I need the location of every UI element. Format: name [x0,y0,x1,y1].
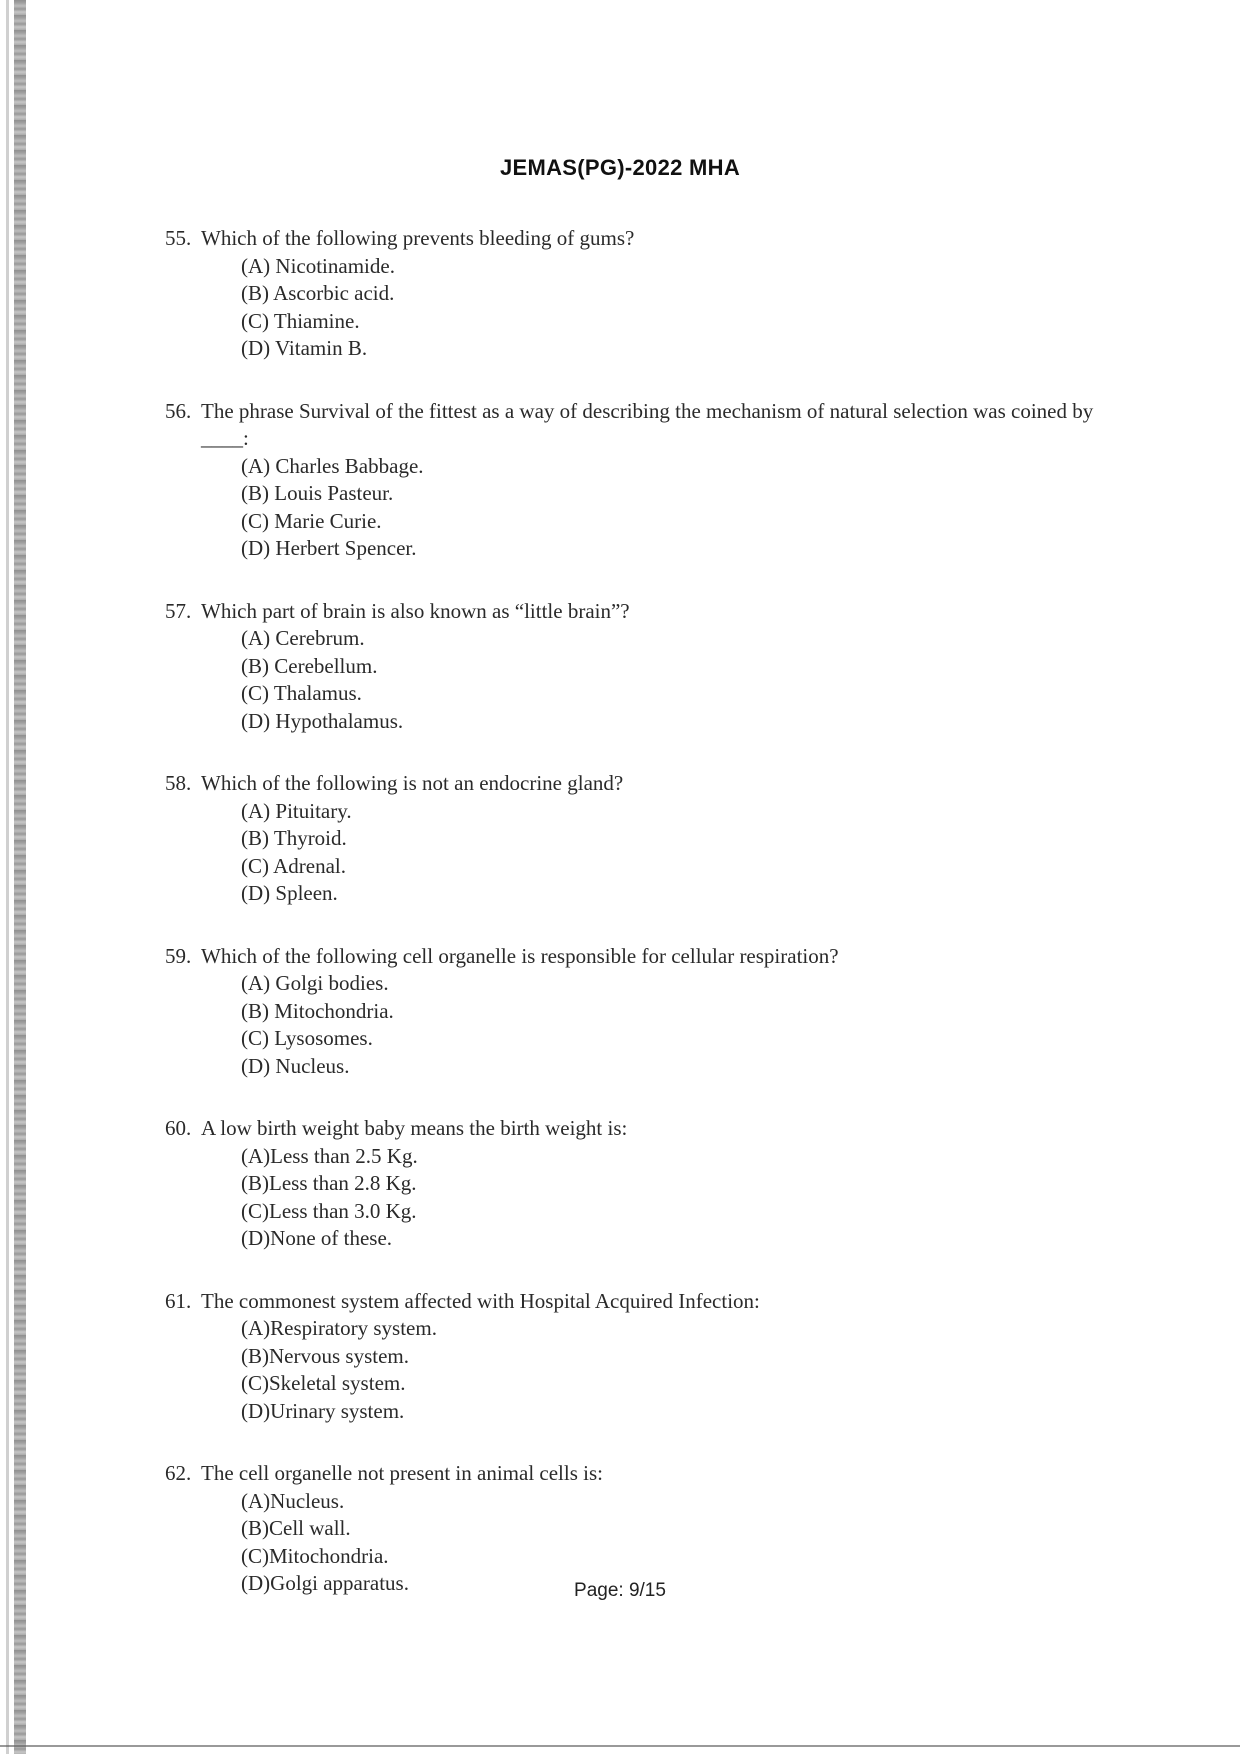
answer-option: (D) Nucleus. [241,1053,350,1078]
question-text: The cell organelle not present in animal cells is: [201,1461,603,1485]
question-stem [165,225,1145,253]
option-list [165,453,1145,563]
answer-option: (D)Golgi apparatus. [241,1571,409,1595]
answer-option: (A) Golgi bodies. [241,971,389,995]
page-number: Page: 9/15 [574,1580,666,1601]
answer-option: (C) Lysosomes. [241,1026,373,1050]
answer-option: (C) Adrenal. [241,853,346,878]
option-list [165,253,1145,363]
question-text: A low birth weight baby means the birth weight is: [201,1116,628,1140]
question-item [165,598,1145,736]
question-number: 57. [165,598,192,623]
answer-option: (A) Charles Babbage. [241,453,424,478]
question-text: The commonest system affected with Hospital Acquired Infection: [201,1288,760,1313]
answer-option: (B) Thyroid. [241,826,347,850]
question-text: The phrase Survival of the fittest as a way of describing the mechanism of natural selection was coined by ____: [201,398,1094,450]
question-list [165,225,1145,1633]
option-list [165,1143,1145,1253]
question-item [165,225,1145,363]
answer-option: (B)Cell wall. [241,1516,351,1540]
question-item [165,1460,1145,1598]
scan-edge-inner [6,0,9,1754]
answer-option: (C) Thalamus. [241,681,362,705]
question-item [165,1115,1145,1253]
option-list [165,798,1145,908]
answer-option: (B) Louis Pasteur. [241,481,394,505]
question-stem [165,1460,1145,1488]
answer-option: (C)Less than 3.0 Kg. [241,1198,417,1223]
question-stem [165,943,1145,971]
question-number: 59. [165,943,192,968]
answer-option: (D) Herbert Spencer. [241,536,417,560]
answer-option: (D) Spleen. [241,881,338,905]
question-stem [165,770,1145,798]
answer-option: (D)None of these. [241,1226,393,1250]
answer-option: (C)Skeletal system. [241,1371,406,1395]
bottom-rule [0,1745,1240,1747]
question-stem [165,598,1145,626]
option-list [165,970,1145,1080]
answer-option: (A) Pituitary. [241,798,352,823]
answer-option: (A) Cerebrum. [241,626,365,650]
scan-edge [14,0,26,1754]
question-number: 58. [165,771,192,795]
answer-option: (A)Respiratory system. [241,1316,437,1340]
question-text: Which part of brain is also known as “little brain”? [201,598,630,623]
question-item [165,398,1145,563]
question-item [165,943,1145,1081]
question-number: 55. [165,226,192,250]
question-text: Which of the following prevents bleeding of gums? [201,226,635,250]
option-list [165,1315,1145,1425]
question-stem [165,1115,1145,1143]
page-title: JEMAS(PG)-2022 MHA [499,155,741,180]
answer-option: (A)Nucleus. [241,1488,345,1513]
answer-option: (B) Ascorbic acid. [241,281,395,305]
answer-option: (C) Marie Curie. [241,508,382,533]
question-stem [165,1288,1145,1316]
answer-option: (B) Mitochondria. [241,998,394,1023]
answer-option: (B)Nervous system. [241,1343,409,1368]
question-number: 61. [165,1288,192,1313]
question-stem [165,398,1145,453]
answer-option: (D) Vitamin B. [241,336,368,360]
question-text: Which of the following is not an endocrine gland? [201,771,624,795]
answer-option: (C) Thiamine. [241,308,360,333]
answer-option: (A)Less than 2.5 Kg. [241,1143,418,1168]
question-number: 56. [165,398,192,423]
question-text: Which of the following cell organelle is responsible for cellular respiration? [201,943,839,968]
question-item [165,770,1145,908]
answer-option: (B)Less than 2.8 Kg. [241,1171,417,1195]
answer-option: (B) Cerebellum. [241,653,378,678]
option-list [165,625,1145,735]
answer-option: (C)Mitochondria. [241,1543,389,1568]
question-item [165,1288,1145,1426]
answer-option: (A) Nicotinamide. [241,253,395,278]
question-number: 60. [165,1116,192,1140]
answer-option: (D)Urinary system. [241,1398,405,1423]
answer-option: (D) Hypothalamus. [241,708,404,733]
question-number: 62. [165,1461,192,1485]
